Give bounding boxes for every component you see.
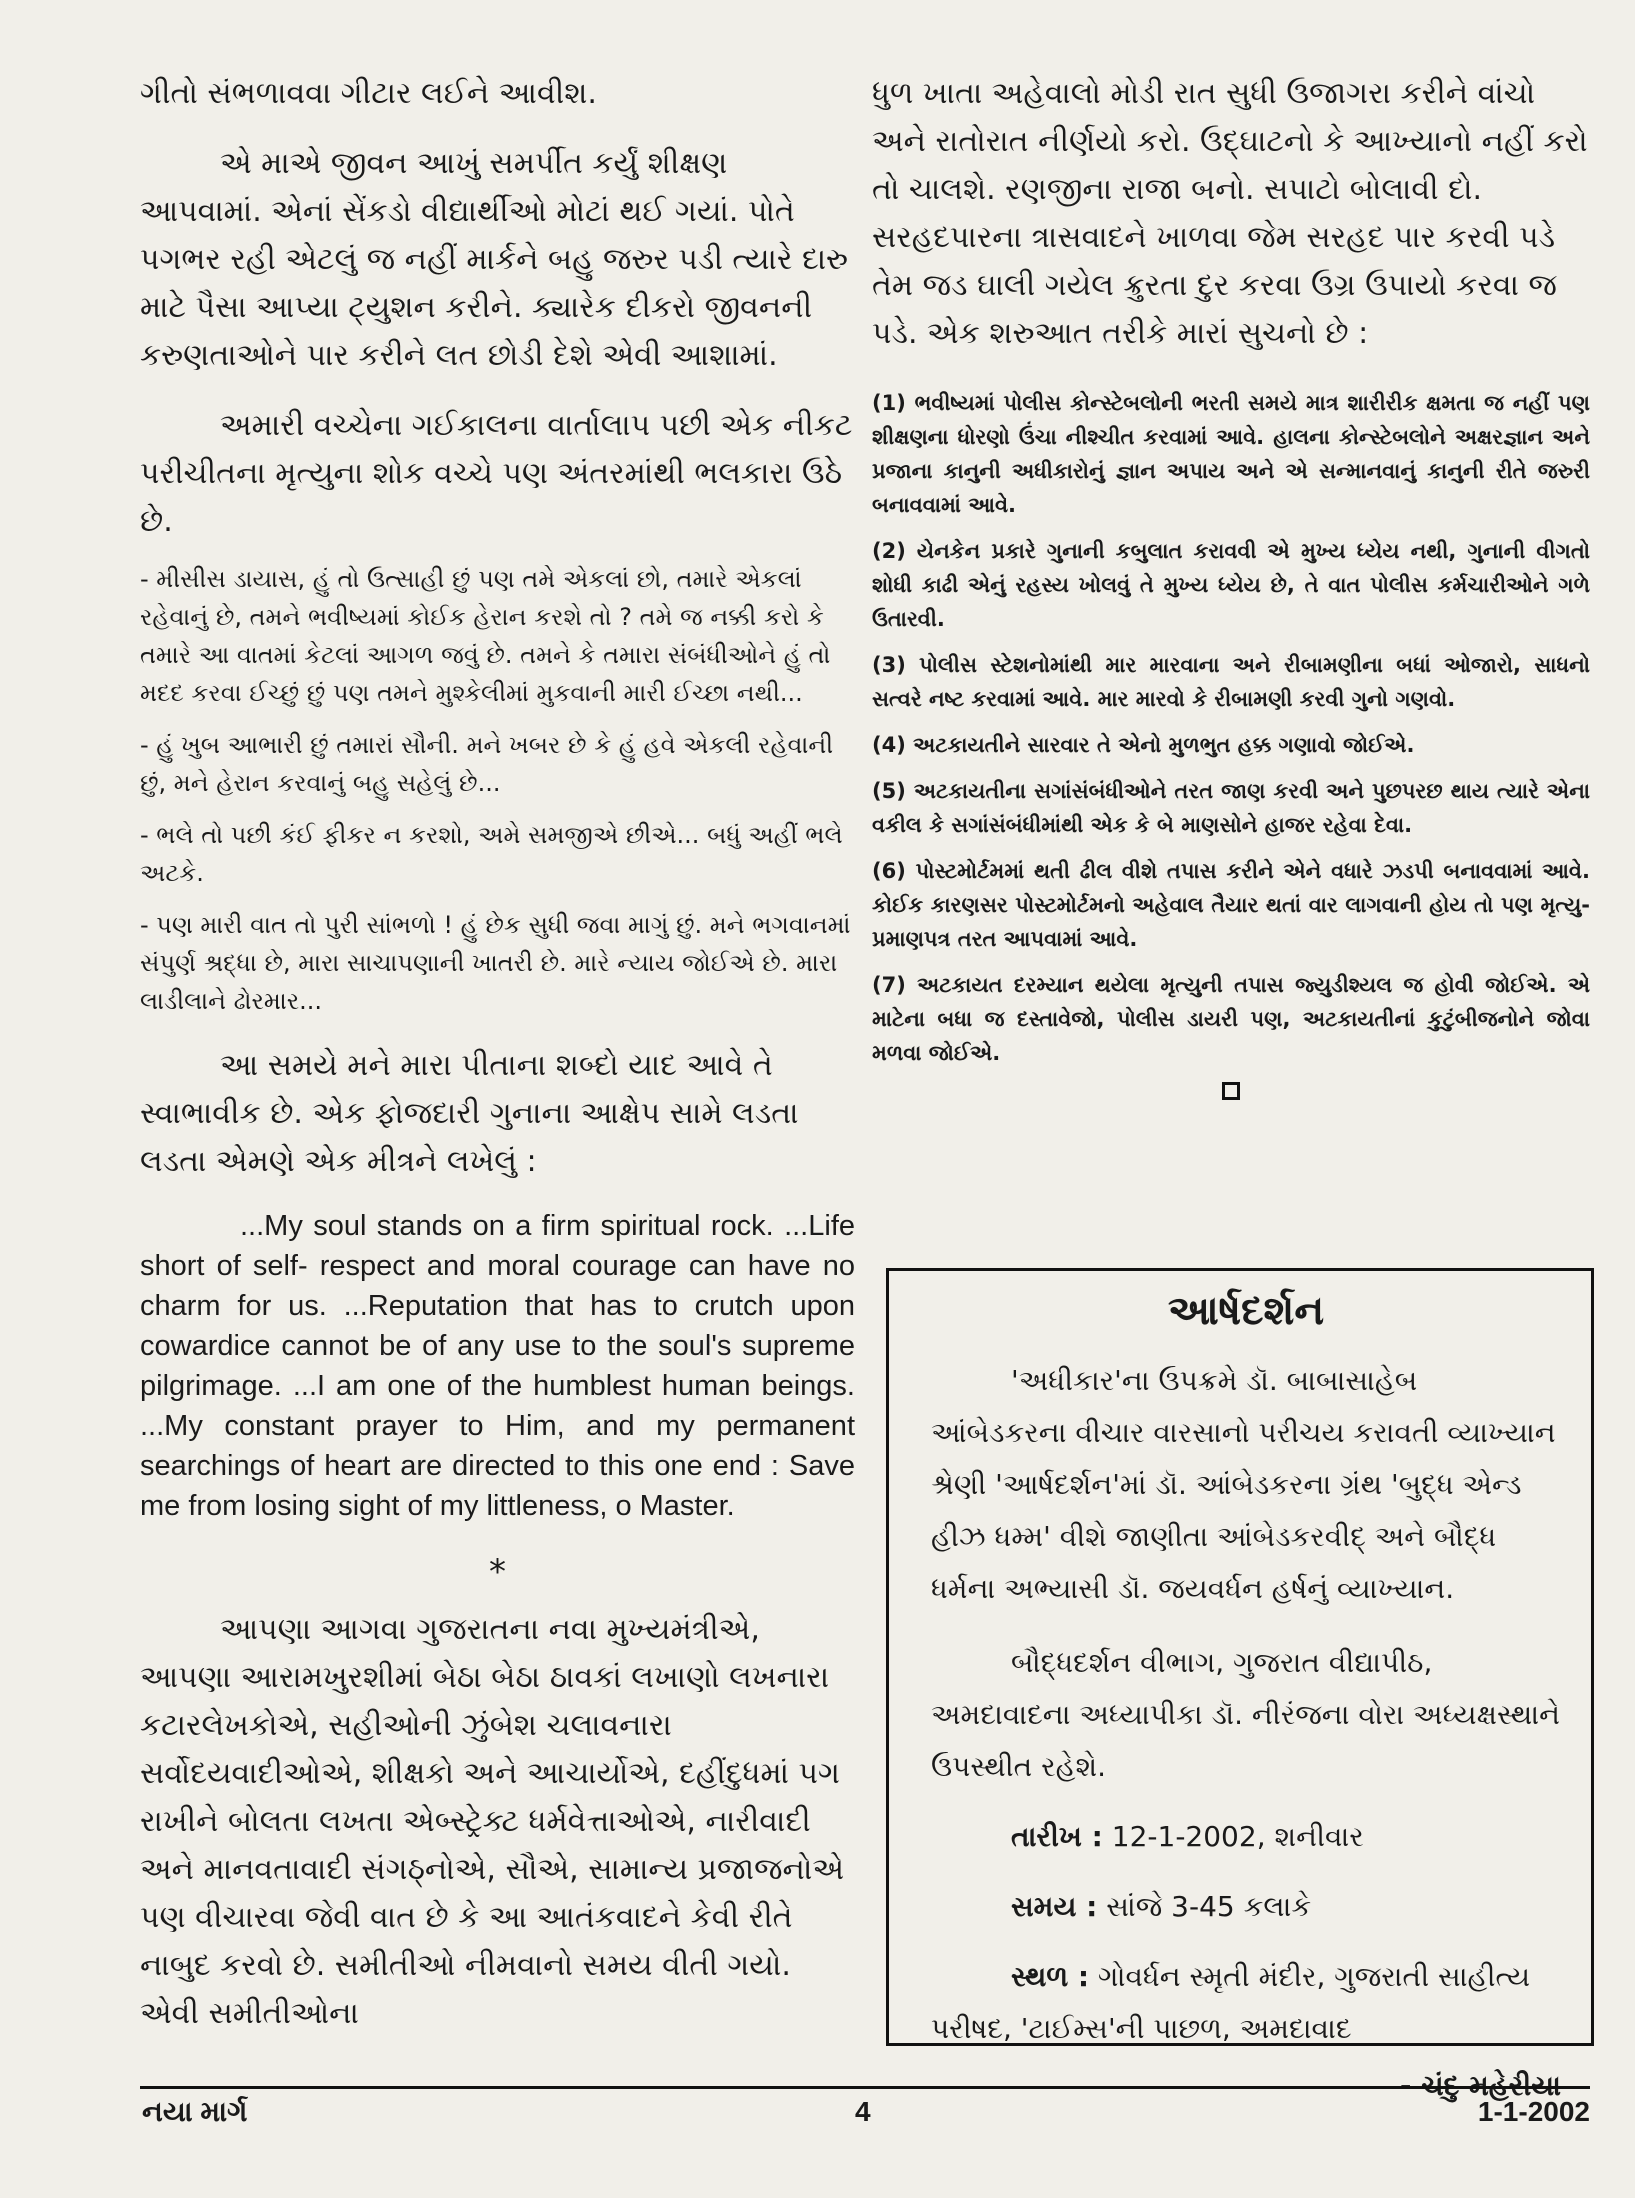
footer-page-number: 4 <box>855 2096 871 2127</box>
event-announcement-box <box>886 1268 1594 2102</box>
dialogue-line-4: - પણ મારી વાત તો પુરી સાંભળો ! હું છેક સુધી જવા માગું છું. મને ભગવાનમાં સંપુર્ણ શ્રદ્ધા છે, મારા સાચાપણાની ખાતરી છે. મારે ન્યાય જોઈએ છે. મારા લાડીલાને ઢોરમાર... <box>140 911 851 1015</box>
paragraph-mother: એ માએ જીવન આખું સમર્પીત કર્યું શીક્ષણ આપવામાં. એનાં સેંકડો વીદ્યાર્થીઓ મોટાં થઈ ગયાં. પોતે પગભર રહી એટલું જ નહીં માર્કને બહુ જરુર પડી ત્યારે દારુ માટે પૈસા આપ્યા ટ્યુશન કરીને. ક્યારેક દીકરો જીવનની કરુણતાઓને પાર કરીને લત છોડી દેશે એવી આશામાં. <box>140 146 849 373</box>
dialogue-line-3: - ભલે તો પછી કંઈ ફીકર ન કરશો, અમે સમજીએ છીએ... બધું અહીં ભલે અટકે. <box>140 821 843 887</box>
suggestion-item: (2) યેનકેન પ્રકારે ગુનાની કબુલાત કરાવવી એ મુખ્ય ધ્યેય નથી, ગુનાની વીગતો શોધી કાઢી એનું રહસ્ય ખોલવું તે મુખ્ય ધ્યેય છે, તે વાત પોલીસ કર્મચારીઓને ગળે ઉતારવી. <box>872 539 1590 631</box>
dialogue-line-1: - મીસીસ ડાયાસ, હું તો ઉત્સાહી છું પણ તમે એકલાં છો, તમારે એકલાં રહેવાનું છે, તમને ભવીષ્યમાં કોઈક હેરાન કરશે તો ? તમે જ નક્કી કરો કે તમારે આ વાતમાં કેટલાં આગળ જવું છે. તમને કે તમારા સંબંધીઓને હું તો મદદ કરવા ઈચ્છું છું પણ તમને મુશ્કેલીમાં મુકવાની મારી ઈચ્છા નથી... <box>140 565 831 707</box>
footer-date: 1-1-2002 <box>1477 2096 1590 2127</box>
end-mark-icon <box>1222 1082 1240 1100</box>
english-quote-text: ...My soul stands on a firm spiritual rock. ...Life short of self- respect and moral courage can have no charm for us. ...Reputation that has to crutch upon cowardice cannot be of any use to the soul's supreme pilgrimage. ...I am one of the humblest human beings. ...My constant prayer to Him, and my permanent searchings of heart are directed to this one end : Save me from losing sight of my littleness, o Master. <box>140 1210 855 1522</box>
box-lecture-paragraph: 'અધીકાર'ના ઉપક્રમે ડૉ. બાબાસાહેબ આંબેડકરના વીચાર વારસાનો પરીચય કરાવતી વ્યાખ્યાન શ્રેણી 'આર્ષદર્શન'માં ડૉ. આંબેડકરના ગ્રંથ 'બુદ્ધ એન્ડ હીઝ ધમ્મ' વીશે જાણીતા આંબેડકરવીદ્ અને બૌદ્ધ ધર્મના અભ્યાસી ડૉ. જયવર્ધન હર્ષનું વ્યાખ્યાન. <box>931 1364 1556 1605</box>
place-label: સ્થળ : <box>1011 1960 1090 1993</box>
box-place-line <box>931 1951 1561 2055</box>
author-signature: - ચંદુ મહેરીયા <box>1399 2069 1561 2102</box>
paragraph-father: આ સમયે મને મારા પીતાના શબ્દો યાદ આવે તે સ્વાભાવીક છે. એક ફોજદારી ગુનાના આક્ષેપ સામે લડતા લડતા એમણે એક મીત્રને લખેલું : <box>140 1048 799 1179</box>
suggestions-list <box>872 386 1590 1070</box>
left-column <box>140 70 855 2038</box>
box-presiding-paragraph: બૌદ્ધદર્શન વીભાગ, ગુજરાત વીદ્યાપીઠ, અમદાવાદના અધ્યાપીકા ડૉ. નીરંજના વોરા અધ્યક્ષસ્થાને ઉપસ્થીત રહેશે. <box>931 1646 1561 1783</box>
section-separator: * <box>489 1552 506 1592</box>
time-label: સમય : <box>1011 1890 1098 1923</box>
paragraph-guitar: ગીતો સંભળાવવા ગીટાર લઈને આવીશ. <box>140 76 597 111</box>
right-column <box>872 70 1590 1100</box>
place-value: ગોવર્ધન સ્મૃતી મંદીર, ગુજરાતી સાહીત્ય પરીષદ, 'ટાઈમ્સ'ની પાછળ, અમદાવાદ <box>931 1960 1531 2045</box>
paragraph-suggestions-intro: ધુળ ખાતા અહેવાલો મોડી રાત સુધી ઉજાગરા કરીને વાંચો અને રાતોરાત નીર્ણયો કરો. ઉદ્ઘાટનો કે આખ્યાનો નહીં કરો તો ચાલશે. રણજીના રાજા બનો. સપાટો બોલાવી દો. સરહદપારના ત્રાસવાદને ખાળવા જેમ સરહદ પાર કરવી પડે તેમ જડ ઘાલી ગયેલ ક્રુરતા દુર કરવા ઉગ્ર ઉપાયો કરવા જ પડે. એક શરુઆત તરીકે મારાં સુચનો છે : <box>872 76 1588 351</box>
paragraph-chief-minister: આપણા આગવા ગુજરાતના નવા મુખ્યમંત્રીએ, આપણા આરામખુરશીમાં બેઠા બેઠા ઠાવકાં લખાણો લખનારા કટારલેખકોએ, સહીઓની ઝુંબેશ ચલાવનારા સર્વોદયવાદીઓએ, શીક્ષકો અને આચાર્યોએ, દહીંદુધમાં પગ રાખીને બોલતા લખતા એબ્સ્ટ્રેક્ટ ધર્મવેત્તાઓએ, નારીવાદી અને માનવતાવાદી સંગઠ્નોએ, સૌએ, સામાન્ય પ્રજાજનોએ પણ વીચારવા જેવી વાત છે કે આ આતંકવાદને કેવી રીતે નાબુદ કરવો છે. સમીતીઓ નીમવાનો સમય વીતી ગયો. એવી સમીતીઓના <box>140 1612 844 2031</box>
suggestion-item: (3) પોલીસ સ્ટેશનોમાંથી માર મારવાના અને રીબામણીના બધાં ઓજારો, સાધનો સત્વરે નષ્ટ કરવામાં આવે. માર મારવો કે રીબામણી કરવી ગુનો ગણવો. <box>872 653 1590 711</box>
suggestion-item: (4) અટકાયતીને સારવાર તે એનો મુળભુત હક્ક ગણાવો જોઈએ. <box>872 733 1415 757</box>
footer-magazine-name: નયા માર્ગ <box>142 2096 248 2127</box>
suggestion-item: (6) પોસ્ટમોર્ટમમાં થતી ઢીલ વીશે તપાસ કરીને એને વધારે ઝડપી બનાવવામાં આવે. કોઈક કારણસર પોસ્ટમોર્ટમનો અહેવાલ તૈયાર થતાં વાર લાગવાની હોય તો પણ મૃત્યુ-પ્રમાણપત્ર તરત આપવામાં આવે. <box>872 859 1590 951</box>
time-value: સાંજે 3-45 કલાકે <box>1106 1890 1312 1923</box>
date-value: 12-1-2002, શનીવાર <box>1111 1820 1364 1853</box>
paragraph-conversation: અમારી વચ્ચેના ગઈકાલના વાર્તાલાપ પછી એક નીકટ પરીચીતના મૃત્યુના શોક વચ્ચે પણ અંતરમાંથી ભલકારા ઉઠે છે. <box>140 408 853 539</box>
box-title: આર્ષદર્શન <box>1167 1288 1325 1334</box>
suggestion-item: (1) ભવીષ્યમાં પોલીસ કોન્સ્ટેબલોની ભરતી સમયે માત્ર શારીરીક ક્ષમતા જ નહીં પણ શીક્ષણના ધોરણો ઉંચા નીશ્ચીત કરવામાં આવે. હાલના કોન્સ્ટેબલોને અક્ષરજ્ઞાન અને પ્રજાના કાનુની અધીકારોનું જ્ઞાન અપાય અને એ સન્માનવાનું કાનુની રીતે જરુરી બનાવવામાં આવે. <box>872 391 1590 517</box>
date-label: તારીખ : <box>1011 1820 1103 1853</box>
suggestion-item: (7) અટકાયત દરમ્યાન થયેલા મૃત્યુની તપાસ જ્યુડીશ્યલ જ હોવી જોઈએ. એ માટેના બધા જ દસ્તાવેજો, પોલીસ ડાયરી પણ, અટકાયતીનાં કુટુંબીજનોને જોવા મળવા જોઈએ. <box>872 973 1590 1065</box>
suggestion-item: (5) અટકાયતીના સગાંસંબંધીઓને તરત જાણ કરવી અને પુછપરછ થાય ત્યારે એના વકીલ કે સગાંસંબંધીમાંથી એક કે બે માણસોને હાજર રહેવા દેવા. <box>872 779 1590 837</box>
english-quote <box>140 1206 855 1526</box>
box-time-line <box>931 1881 1561 1933</box>
box-date-line <box>931 1811 1561 1863</box>
footer-divider <box>140 2086 1590 2089</box>
dialogue-line-2: - હું ખુબ આભારી છું તમારાં સૌની. મને ખબર છે કે હું હવે એકલી રહેવાની છું, મને હેરાન કરવાનું બહુ સહેલું છે... <box>140 731 834 797</box>
